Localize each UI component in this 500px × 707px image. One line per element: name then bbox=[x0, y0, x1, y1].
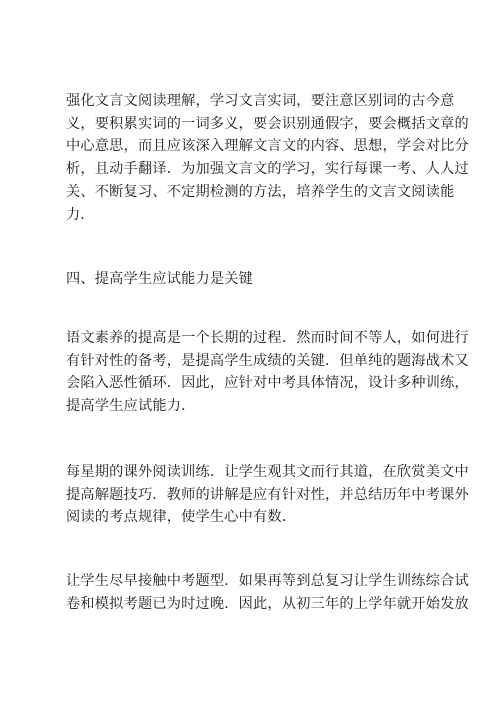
text-line: 卷和模拟考题已为时过晚．因此，从初三年的上学年就开始发放 bbox=[66, 595, 469, 612]
text-line: 每星期的课外阅读训练．让学生观其文而行其道，在欣赏美文中 bbox=[66, 464, 469, 480]
section-heading bbox=[66, 268, 446, 291]
text-line: 会陷入恶性循环．因此，应针对中考具体情况，设计多种训练， bbox=[66, 375, 469, 392]
text-line: 强化文言文阅读理解，学习文言实词，要注意区别词的古今意 bbox=[66, 93, 455, 109]
text-line: 析，且动手翻译．为加强文言文的学习，实行每课一考、人人过 bbox=[66, 161, 469, 178]
paragraph-weekly-reading bbox=[66, 461, 469, 529]
paragraph-exam-ability bbox=[66, 327, 469, 418]
text-line: 让学生尽早接触中考题型．如果再等到总复习让学生训练综合试 bbox=[66, 573, 469, 589]
text-line: 提高学生应试能力． bbox=[66, 398, 196, 415]
text-line: 义，要积累实词的一词多义，要会识别通假字，要会概括文章的 bbox=[66, 115, 469, 132]
paragraph-exam-question-types bbox=[66, 570, 469, 615]
paragraph-classical-chinese bbox=[66, 90, 469, 226]
heading-text: 四、提高学生应试能力是关键 bbox=[66, 271, 254, 287]
text-line: 提高解题技巧．教师的讲解是应有针对性，并总结历年中考课外 bbox=[66, 486, 469, 503]
text-line: 有针对性的备考，是提高学生成绩的关键．但单纯的题海战术又 bbox=[66, 352, 469, 369]
text-line: 语文素养的提高是一个长期的过程．然而时间不等人，如何进行 bbox=[66, 330, 469, 346]
text-line: 关、不断复习、不定期检测的方法，培养学生的文言文阅读能 bbox=[66, 183, 455, 200]
text-line: 阅读的考点规律，使学生心中有数． bbox=[66, 509, 297, 526]
text-line: 中心意思，而且应该深入理解文言文的内容、思想，学会对比分 bbox=[66, 138, 469, 155]
text-line: 力． bbox=[66, 206, 95, 223]
